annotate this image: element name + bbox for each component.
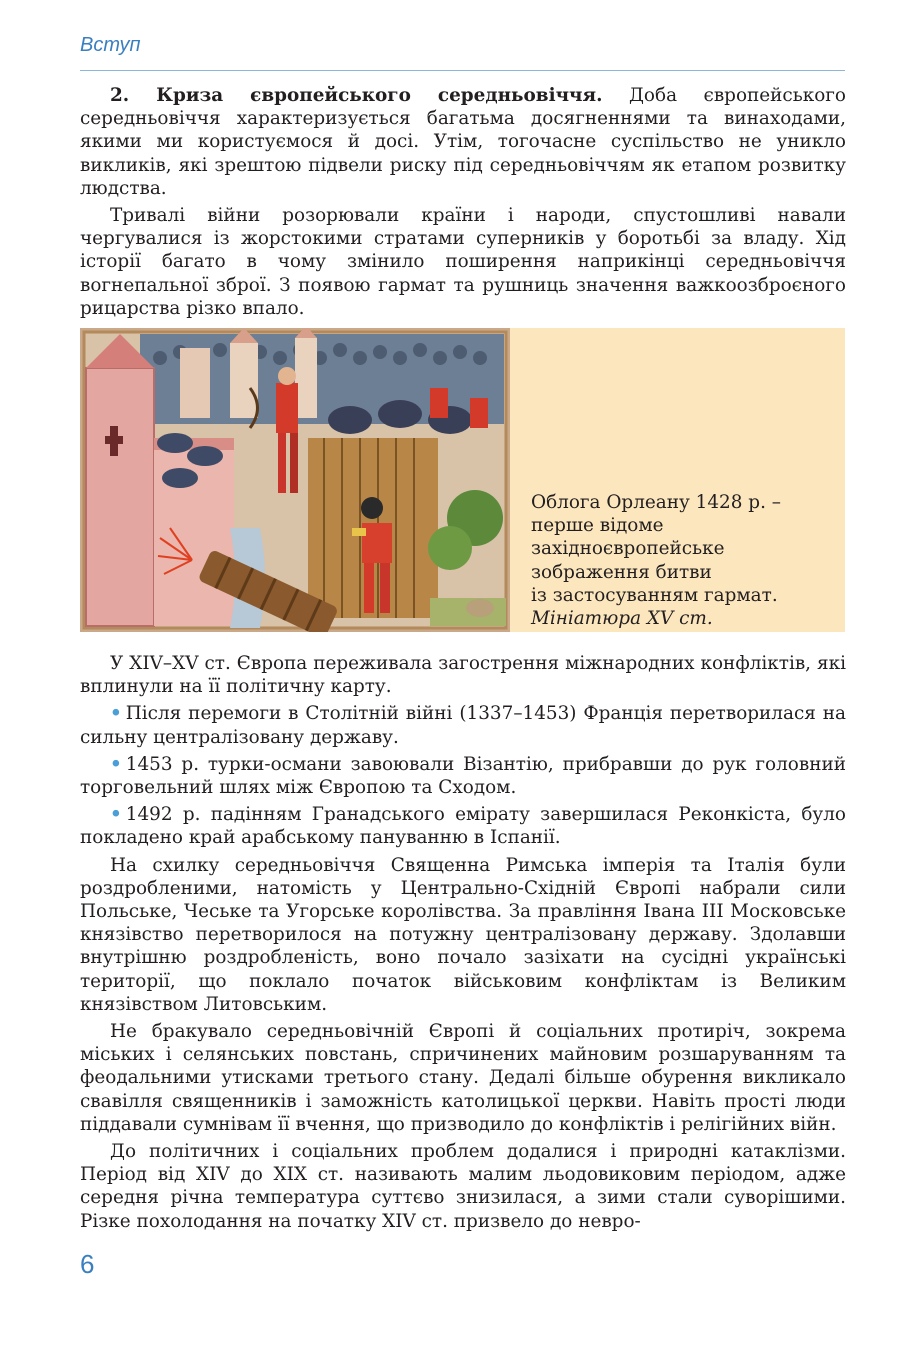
intro-text (80, 84, 846, 320)
figure-caption (531, 491, 831, 630)
bullet-icon: • (110, 753, 122, 775)
bullet-text: 1453 р. турки-османи завоювали Візантію, прибравши до рук головний торговельний шлях між Європою та Сходом. (80, 753, 846, 799)
caption-line: Облога Орлеану 1428 р. – (531, 492, 781, 513)
bullet-icon: • (110, 804, 122, 826)
page-number: 6 (80, 1249, 95, 1279)
caption-line: зображення битви (531, 561, 712, 583)
caption-source: Мініатюра XV ст. (531, 608, 713, 630)
conflicts-paragraph: У XIV–XV ст. Європа переживала загострення міжнародних конфліктів, які вплинули на її політичну карту. (80, 653, 846, 698)
bullet-text: Після перемоги в Столітній війні (1337–1453) Франція перетворилася на сильну централізовану державу. (80, 703, 846, 748)
fragmentation-paragraph: На схилку середньовіччя Священна Римська імперія та Італія були роздробленими, натомість у Центрально-Східній Європі набрали сили Польське, Чеське та Угорське королівства. За правління Івана III Московське князівство перетворилося на потужну централізовану державу. Здолавши внутрішню роздробленість, воно почало зазіхати на сусідні українські території, що поклало початок військовим конфліктам із Великим князівством Литовським. (80, 854, 846, 1015)
page-header (80, 34, 845, 71)
intro-paragraph (80, 84, 846, 200)
caption-line: перше відоме (531, 515, 664, 537)
bullet-icon: • (110, 703, 122, 725)
bullet-item (80, 803, 846, 849)
bullet-text: 1492 р. падінням Гранадського емірату завершилася Реконкіста, було покладено край арабському пануванню в Іспанії. (80, 804, 846, 849)
figure-panel (80, 328, 845, 632)
caption-line: західноєвропейське (531, 538, 725, 560)
section-title: Вступ (80, 34, 141, 56)
social-paragraph: Не бракувало середньовічній Європі й соціальних протиріч, зокрема міських і селянських повстань, спричинених майновим розшаруванням та феодальними утисками третього стану. Дедалі більше обурення викликало свавілля священників і заможність католицької церкви. Навіть прості люди піддавали сумнівам її вчення, що призводило до конфліктів і релігійних війн. (80, 1021, 846, 1135)
bullet-item (80, 702, 846, 748)
intro-paragraph-text: Доба європейського середньовіччя характеризується багатьма досягненнями та винаходами, якими ми користуємося й досі. Утім, тогочасне суспільство не уникло викликів, які зрештою підвели риску під середньовіччям як етапом розвитку людства. (80, 85, 846, 199)
main-text (80, 652, 846, 1233)
war-paragraph: Тривалі війни розорювали країни і народи, спустошливі навали чергувалися із жорстокими стратами суперників у боротьбі за владу. Хід історії багато в чому змінило поширення наприкінці середньовіччя вогнепальної зброї. З появою гармат та рушниць значення важкоозброєного рицарства різко впало. (80, 205, 846, 319)
bullet-item (80, 753, 846, 799)
section-heading: 2. Криза європейського середньовіччя. (110, 85, 603, 106)
siege-of-orleans-miniature (80, 328, 510, 632)
climate-paragraph: До політичних і соціальних проблем додалися і природні катаклізми. Період від XIV до XIX ст. називають малим льодовиковим періодом, адже середня річна температура суттєво знизилася, а зими стали суворішими. Різке похолодання на початку XIV ст. призвело до невро- (80, 1141, 846, 1232)
caption-line: із застосуванням гармат. (531, 584, 778, 606)
